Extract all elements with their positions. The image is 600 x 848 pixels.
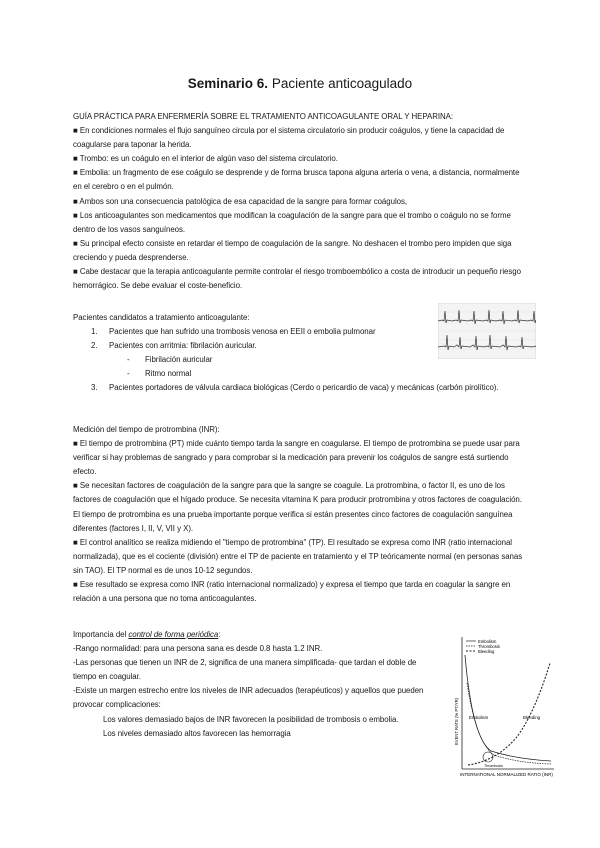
embolism-label: Embolism bbox=[469, 715, 489, 720]
inr-bullet: ■ Ese resultado se expresa como INR (ratio internacional normalizado) y expresa el tiempo que tarda en coagular la sangre en relación a una persona que no toma anticoagulantes. bbox=[73, 580, 511, 604]
legend-bleeding: Bleeding bbox=[478, 649, 495, 654]
intro-bullet: ■ Embolia: un fragmento de ese coágulo se desprende y de forma brusca tapona alguna arteria o vena, a distancia, normalmente en el cerebro o en el pulmón. bbox=[73, 168, 520, 192]
inr-bullet: ■ Se necesitan factores de coagulación de la sangre para que la sangre se coagule. La protrombina, o factor II, es uno de los factores de coagulación que el hígado produce. Se necesita vitamina K para producir protrombina y otros factores de coagulación. El tiempo de protrombina es una prueba importante porque verifica si están presentes cinco factores de coagulación sanguínea diferentes (factores I, II, V, VII y X). bbox=[73, 481, 522, 533]
control-heading-pre: Importancia del bbox=[73, 630, 129, 639]
intro-heading: GUÍA PRÁCTICA PARA ENFERMERÍA SOBRE EL TRATAMIENTO ANTICOAGULANTE ORAL Y HEPARINA: bbox=[73, 112, 453, 121]
intro-bullet: ■ Los anticoagulantes son medicamentos que modifican la coagulación de la sangre para que el trombo o coágulo no se forme dentro de los vasos sanguíneos. bbox=[73, 210, 511, 234]
dash: - bbox=[127, 355, 130, 365]
item-text: Pacientes con arritmia: fibrilación auricular. bbox=[109, 341, 257, 351]
title-bold: Seminario 6. bbox=[187, 76, 269, 91]
inr-bullet: ■ El control analítico se realiza midiendo el "tiempo de protrombina" (TP). El resultado se expresa como INR (ratio internacional normalizada), que es el cociente (división) entre el TP de paciente en tratamiento y el TP teóricamente normal (en personas sanas sin TAO). El TP normal es de unos 10-12 segundos. bbox=[73, 537, 523, 575]
title-rest: Paciente anticoagulado bbox=[268, 76, 413, 91]
control-heading-post: : bbox=[218, 630, 221, 639]
control-heading-emphasis: control de forma periódica bbox=[128, 630, 219, 639]
intro-bullet: ■ En condiciones normales el flujo sanguíneo circula por el sistema circulatorio sin producir coágulos, y tiene la capacidad de coagularse para taponar la herida. bbox=[73, 126, 505, 150]
control-indented-line: Los niveles demasiado altos favorecen las hemorragia bbox=[103, 728, 291, 738]
sub-item-text: Fibrilación auricular bbox=[145, 355, 213, 365]
legend-thrombosis: Thrombosis bbox=[478, 644, 500, 649]
sub-item bbox=[73, 367, 528, 381]
candidates-heading: Pacientes candidatos a tratamiento anticoagulante: bbox=[73, 313, 250, 322]
control-section bbox=[73, 628, 433, 741]
control-heading bbox=[73, 628, 433, 642]
intro-bullet: ■ Trombo: es un coágulo en el interior de algún vaso del sistema circulatorio. bbox=[73, 154, 338, 164]
control-indented-line: Los valores demasiado bajos de INR favorecen la posibilidad de trombosis o embolia. bbox=[103, 714, 399, 724]
inr-event-rate-graph bbox=[446, 633, 556, 778]
inr-section bbox=[73, 423, 528, 606]
inr-heading: Medición del tiempo de protrombina (INR): bbox=[73, 425, 220, 434]
bleeding-label: Bleeding bbox=[523, 715, 541, 720]
sub-item-text: Ritmo normal bbox=[145, 369, 192, 379]
candidates-list-cont bbox=[73, 381, 528, 395]
control-line: -Existe un margen estrecho entre los niveles de INR adecuados (terapéuticos) y aquellos que pueden provocar complicaciones: bbox=[73, 686, 424, 710]
legend-embolism: Embolism bbox=[478, 639, 497, 644]
intro-section bbox=[73, 110, 528, 293]
dash: - bbox=[127, 369, 130, 379]
item-text: Pacientes portadores de válvula cardiaca biológicas (Cerdo o pericardio de vaca) y mecánicas (carbón pirolítico). bbox=[109, 383, 499, 393]
list-item bbox=[73, 381, 528, 395]
intro-bullet: ■ Ambos son una consecuencia patológica de esa capacidad de la sangre para formar coágulos, bbox=[73, 196, 408, 206]
intro-bullet: ■ Cabe destacar que la terapia anticoagulante permite controlar el riesgo tromboembólico a costa de introducir un pequeño riesgo hemorrágico. Se debe evaluar el coste-beneficio. bbox=[73, 267, 521, 291]
intro-bullet: ■ Su principal efecto consiste en retardar el tiempo de coagulación de la sangre. No deshacen el trombo pero impiden que siga creciendo y pueda desprenderse. bbox=[73, 238, 512, 262]
control-line: -Rango normalidad: para una persona sana es desde 0.8 hasta 1.2 INR. bbox=[73, 644, 323, 654]
item-number: 3. bbox=[91, 383, 98, 393]
control-line: -Las personas que tienen un INR de 2, significa de una manera simplificada- que tardan el doble de tiempo en coagular. bbox=[73, 658, 417, 682]
y-axis-label: EVENT RATE (% PT/YR) bbox=[454, 697, 459, 745]
item-text: Pacientes que han sufrido una trombosis venosa en EEII o embolia pulmonar bbox=[109, 327, 376, 337]
x-axis-label: INTERNATIONAL NORMALIZED RATIO (INR) bbox=[460, 772, 553, 777]
page-title bbox=[0, 76, 600, 91]
inr-bullet: ■ El tiempo de protrombina (PT) mide cuánto tiempo tarda la sangre en coagularse. El tiempo de protrombina se puede usar para verificar si hay problemas de sangrado y para comprobar si la medicación para prevenir los coágulos de sangre está surtiendo efecto. bbox=[73, 439, 520, 477]
item-number: 1. bbox=[91, 327, 98, 337]
ecg-strip-image bbox=[438, 303, 536, 359]
item-number: 2. bbox=[91, 341, 98, 351]
thrombosis-label: Thrombosis bbox=[484, 764, 503, 768]
